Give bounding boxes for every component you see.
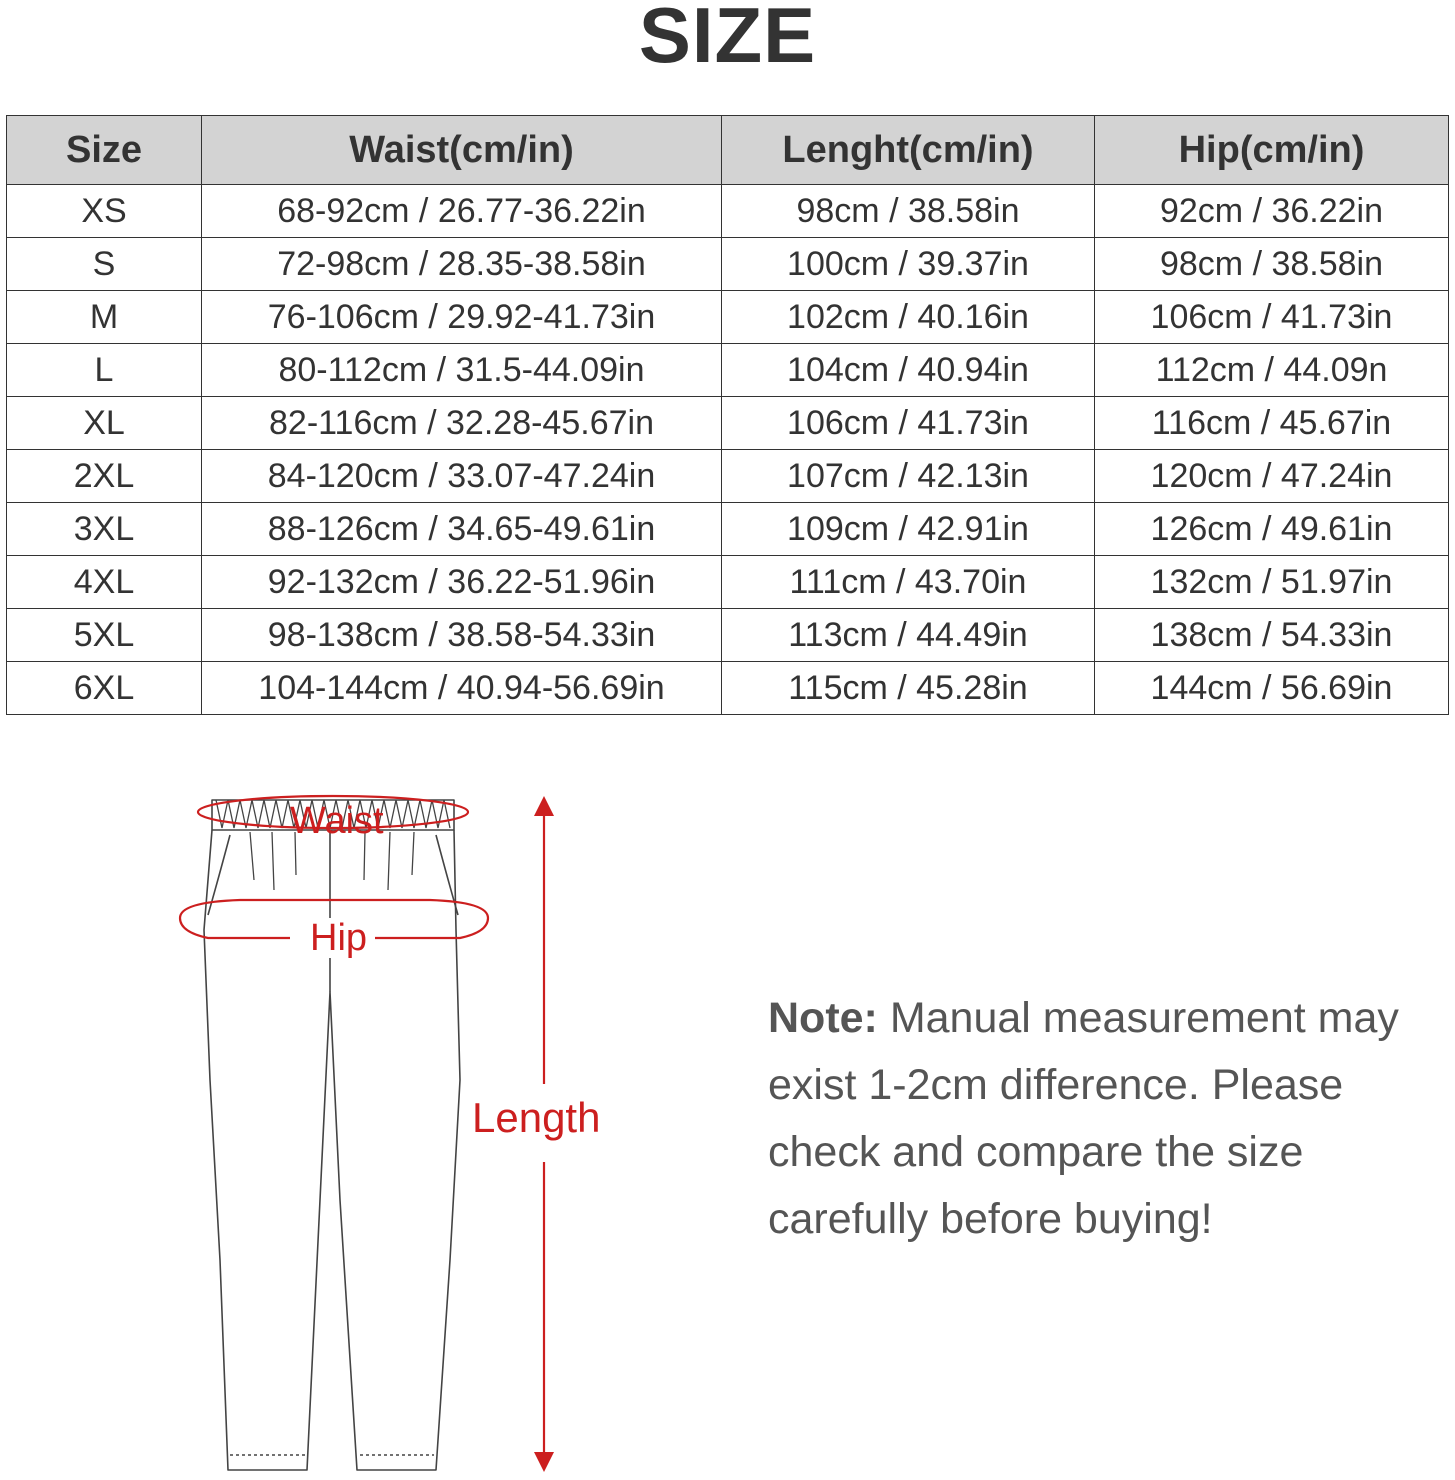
table-row	[7, 503, 1449, 556]
table-row	[7, 450, 1449, 503]
table-row	[7, 556, 1449, 609]
cell-length: 113cm / 44.49in	[722, 609, 1095, 662]
table-header-row	[7, 116, 1449, 185]
note-label: Note:	[768, 994, 878, 1042]
hip-label: Hip	[306, 918, 371, 958]
cell-hip: 120cm / 47.24in	[1095, 450, 1449, 503]
cell-size: L	[7, 344, 202, 397]
cell-size: 3XL	[7, 503, 202, 556]
cell-size: 6XL	[7, 662, 202, 715]
cell-size: 2XL	[7, 450, 202, 503]
table-row	[7, 397, 1449, 450]
table-row	[7, 185, 1449, 238]
cell-length: 104cm / 40.94in	[722, 344, 1095, 397]
table-row	[7, 238, 1449, 291]
table-row	[7, 609, 1449, 662]
cell-waist: 80-112cm / 31.5-44.09in	[202, 344, 722, 397]
cell-waist: 92-132cm / 36.22-51.96in	[202, 556, 722, 609]
header-waist: Waist(cm/in)	[202, 116, 722, 185]
cell-length: 107cm / 42.13in	[722, 450, 1095, 503]
measurement-note	[768, 985, 1408, 1253]
cell-size: XL	[7, 397, 202, 450]
header-length: Lenght(cm/in)	[722, 116, 1095, 185]
cell-hip: 112cm / 44.09n	[1095, 344, 1449, 397]
waist-label: Waist	[290, 800, 384, 842]
cell-length: 109cm / 42.91in	[722, 503, 1095, 556]
cell-waist: 84-120cm / 33.07-47.24in	[202, 450, 722, 503]
cell-hip: 132cm / 51.97in	[1095, 556, 1449, 609]
table-row	[7, 344, 1449, 397]
cell-hip: 144cm / 56.69in	[1095, 662, 1449, 715]
cell-waist: 72-98cm / 28.35-38.58in	[202, 238, 722, 291]
cell-size: 4XL	[7, 556, 202, 609]
cell-waist: 82-116cm / 32.28-45.67in	[202, 397, 722, 450]
cell-size: M	[7, 291, 202, 344]
cell-hip: 92cm / 36.22in	[1095, 185, 1449, 238]
cell-length: 100cm / 39.37in	[722, 238, 1095, 291]
cell-hip: 106cm / 41.73in	[1095, 291, 1449, 344]
cell-hip: 116cm / 45.67in	[1095, 397, 1449, 450]
note-text: Manual measurement may exist 1-2cm difference. Please check and compare the size carefully before buying!	[768, 994, 1399, 1243]
cell-hip: 98cm / 38.58in	[1095, 238, 1449, 291]
length-label: Length	[472, 1094, 601, 1141]
header-hip: Hip(cm/in)	[1095, 116, 1449, 185]
table-body	[7, 185, 1449, 715]
cell-size: 5XL	[7, 609, 202, 662]
cell-waist: 88-126cm / 34.65-49.61in	[202, 503, 722, 556]
cell-hip: 138cm / 54.33in	[1095, 609, 1449, 662]
cell-length: 111cm / 43.70in	[722, 556, 1095, 609]
cell-length: 106cm / 41.73in	[722, 397, 1095, 450]
cell-waist: 76-106cm / 29.92-41.73in	[202, 291, 722, 344]
table-row	[7, 291, 1449, 344]
cell-waist: 104-144cm / 40.94-56.69in	[202, 662, 722, 715]
header-size: Size	[7, 116, 202, 185]
table-row	[7, 662, 1449, 715]
cell-size: S	[7, 238, 202, 291]
cell-hip: 126cm / 49.61in	[1095, 503, 1449, 556]
cell-waist: 68-92cm / 26.77-36.22in	[202, 185, 722, 238]
size-table	[6, 115, 1449, 715]
cell-waist: 98-138cm / 38.58-54.33in	[202, 609, 722, 662]
page-title: SIZE	[638, 0, 817, 79]
cell-length: 102cm / 40.16in	[722, 291, 1095, 344]
cell-length: 115cm / 45.28in	[722, 662, 1095, 715]
cell-length: 98cm / 38.58in	[722, 185, 1095, 238]
cell-size: XS	[7, 185, 202, 238]
